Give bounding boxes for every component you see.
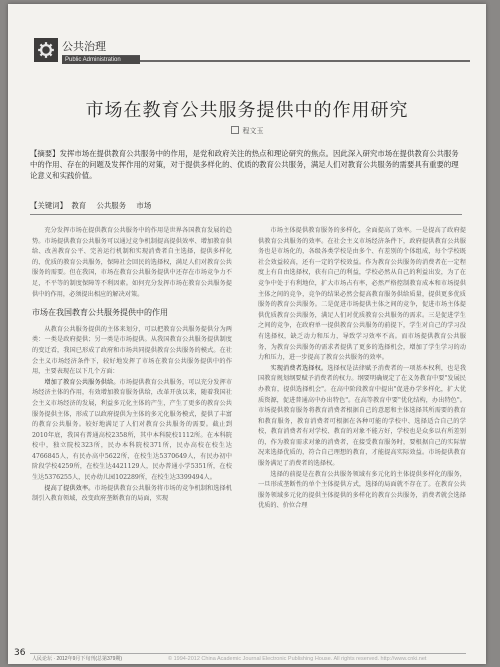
intro-paragraph: 充分发挥市场在提供教育公共服务中的作用是世界各国教育发展的趋势。市场提供教育公共服务可以通过竞争机制提高提供效率、增加教育供给、改善教育公平、完善运行机制和实现消费者自主选择，提供多样化的、优质的教育公共服务，保障社会回民的选择权，满足人们对教育公共服务的需要。但在我国，市场在教育公共服务提供中还存在市场竞争力不足，不平等的制度保障等不利因素。如何充分发挥市场在教育公共服务提供中的作用，必须提出相应的解决对策。 — [32, 227, 232, 298]
paragraph-lead: 增加了教育公共服务供给。 — [44, 378, 120, 386]
page-number: 36 — [14, 648, 26, 658]
copyright-watermark: © 1994-2012 China Academic Journal Electronic Publishing House. All rights reserved. http://www.cnki.net — [168, 656, 427, 662]
abstract-text: 发挥市场在提供教育公共服务中的作用，是党和政府关注的热点和理论研究的焦点。因此深入研究市场在提供教育公共服务中的作用、存在的问题及发挥作用的对策，对于提供多样化的、优质的教育公共服务，满足人们对教育公共服务的需要具有重要的理论意义和实践价值。 — [30, 149, 459, 180]
section-heading: 市场在我国教育公共服务提供中的作用 — [32, 308, 168, 318]
body-paragraph: 选择的前提是在教育公共服务领域有多元化的主体提供多样化的服务，一旦形成垄断性的单个主体提供方式，选择的局面就不存在了。在教育公共服务领域多元化的提供主体提供的多样化的教育公共服务，消费者就会选择优质的、价位合理 — [258, 470, 466, 510]
keywords-label: 【关键词】 — [30, 201, 67, 210]
abstract-label: 【摘要】 — [30, 149, 60, 158]
paragraph-text: 市场提供教育公共服务将市场的竞争机制和选择机制引入教育领域，改变政府垄断教育的局面，实现 — [32, 484, 232, 503]
left-column — [32, 226, 232, 505]
body-paragraph: 市场主体提供教育服务的多样化，全面提高了效率。一是提高了政府提供教育公共服务的效率。在社会主义市场经济条件下，政府提供教育公共服务也是市场化的，各级各类学校是由多个、有差别的个体组成，每个学校既社会效益较高，还有一定的学校效益。作为教育公共服务的消费者在一定程度上有自由选择权，获有自己的利益，学校必然从自己的利益出发，为了在竞争中处于有利地位，扩大市场占有率，必然严格控制教育成本和市场提供主体之间的竞争，竞争的结果必然会提高教育服务供给质量，提供更多优质服务的教育公共服务。二是促进市场提供主体之间的竞争，促进市场主体提供优质教育公共服务，满足人们对优质教育公共服务的需求。三是促进学生之间的竞争，在政府单一提供教育公共服务的前提下，学生对自己的学习没有选择权，缺乏动力和压力，导致学习效率不高。而市场提供教育公共服务，为教育公共服务的需求者提供了更多的选择机会，增加了学生学习的动力和压力，进一步提高了教育公共服务的效率。 — [258, 227, 466, 362]
section-title: 公共治理 — [62, 40, 106, 53]
keyword-item: 公共服务 — [96, 201, 127, 210]
author-name: 程文玉 — [242, 127, 264, 135]
section-title-en: Public Administration — [62, 56, 140, 64]
abstract-divider — [30, 214, 462, 215]
paragraph-lead: 提高了提供效率。 — [44, 484, 95, 492]
keyword-item: 市场 — [136, 201, 152, 210]
footer-rule — [30, 653, 466, 654]
body-paragraph: 从教育公共服务提供的主体来划分，可以把教育公共服务提供分为两类：一类是政府提供；另一类是市场提供。从我国教育公共服务提供制度的变迁看，我国已形成了政府和市场共同提供教育公共服务的模式。在社会主义市场经济条件下，较好地发挥了市场在教育公共服务提供中的作用，主要表现在以下几个方面： — [32, 325, 232, 376]
author-line — [8, 126, 486, 136]
keyword-item: 教育 — [71, 201, 87, 210]
author-box-icon — [231, 126, 239, 134]
journal-name: 人民论坛 · 2012年9月下旬刊(总第379期) — [32, 656, 123, 662]
abstract — [30, 148, 462, 181]
header-rule — [140, 60, 470, 62]
paragraph-text: 选择权是法律赋予消费者的一项基本权利，也是我国教育规划纲要赋予消费者的权力。纲要明确规定了在义务教育中要"发展民办教育，提供选择机会"。在高中阶段教育中提出"促进办学多样化，扩大优质资源，促进普通高中办出特色"。在高等教育中要"优化结构，办出特色"。市场提供教育服务将教育消费者根据自己的意愿和主体选择其所需要的教育和教育服务，教育消费者可根据在各种可能的学校中、选择适合自己的学校，教育消费者有对学校、教育的对象不能方好，学校也是众多以有所差别的，作为教育需求对象的消费者，在接受教育服务时，要根据自己的实际情况来选择优质的，符合自己理想的教育，才能提高实际效益。市场提供教育服务满足了消费者的选择权。 — [258, 364, 467, 468]
paragraph-text: 市场提供教育公共服务，可以充分发挥市场经济主体的作用，有效增加教育服务供给，改革开放以来，随着我国社会主义市场经济的发展，利益多元化主体的产生，产生了更多的教育公共服务提供主体，形成了以政府提供为主体的多元化服务模式，提供了丰富的教育公共服务。较好地满足了人们对教育公共服务的需要。截止到2010年底，我国有普通高校2358所，其中本科院校1112所。在本科院校中，独立院校323所，民办本科院校371所，民办高校在校生达4766845人，有民办高中5622所，在校生达5370649人，有民办初中阶段学校4259所，在校生达4421129人，民办普通小学5351所，在校生达5376255人，民办幼儿园102289所，在校生达3399494人。 — [32, 378, 233, 482]
body-paragraph — [32, 378, 232, 484]
article-title: 市场在教育公共服务提供中的作用研究 — [85, 100, 409, 121]
paragraph-lead: 实现消费者选择权。 — [270, 364, 328, 372]
gear-icon-box — [34, 38, 58, 62]
body-paragraph — [32, 484, 232, 505]
gear-icon — [37, 41, 55, 59]
keywords — [30, 200, 462, 211]
journal-page — [8, 4, 486, 664]
page-footer — [8, 642, 486, 664]
body-paragraph — [258, 364, 466, 470]
right-column — [258, 226, 466, 512]
